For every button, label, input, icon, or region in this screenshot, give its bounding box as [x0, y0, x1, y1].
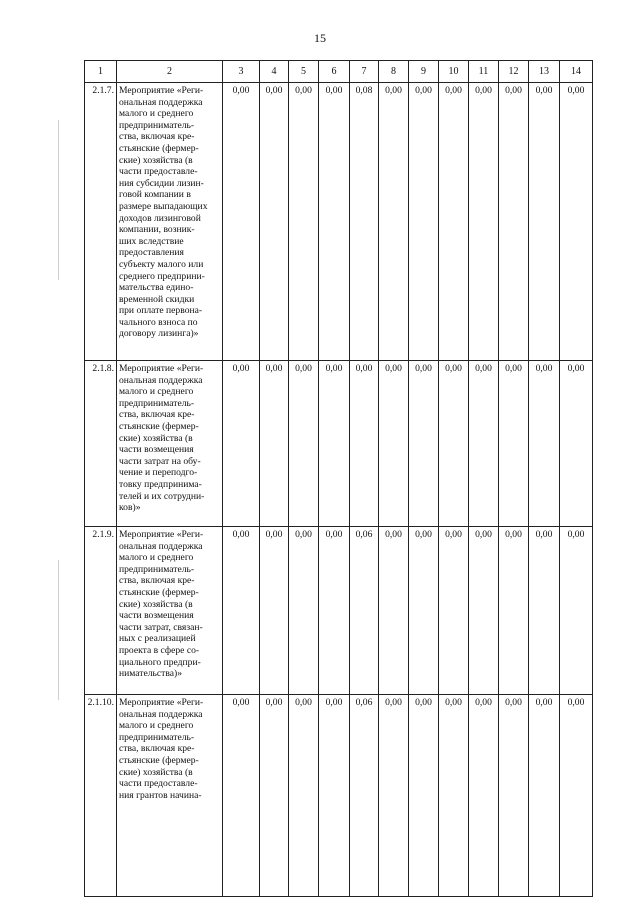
value-cell: 0,00 [223, 83, 260, 361]
header-row [85, 61, 593, 83]
scan-edge-mark [58, 560, 59, 700]
value-cell: 0,00 [409, 695, 439, 897]
value-cell: 0,06 [350, 527, 379, 695]
table-row [85, 527, 593, 695]
value-cell: 0,00 [223, 695, 260, 897]
value-cell: 0,00 [223, 361, 260, 527]
value-cell: 0,00 [409, 83, 439, 361]
row-number: 2.1.9. [85, 527, 117, 695]
header-cell: 6 [319, 61, 350, 83]
value-cell: 0,00 [379, 695, 409, 897]
value-cell: 0,00 [529, 361, 560, 527]
table-row [85, 83, 593, 361]
value-cell: 0,00 [439, 527, 469, 695]
value-cell: 0,00 [529, 695, 560, 897]
header-cell: 4 [260, 61, 289, 83]
value-cell: 0,06 [350, 695, 379, 897]
row-number: 2.1.8. [85, 361, 117, 527]
value-cell: 0,00 [289, 527, 319, 695]
value-cell: 0,00 [260, 695, 289, 897]
table-row [85, 361, 593, 527]
row-description: Мероприятие «Реги- ональная поддержка малого и среднего предприниматель- ства, включая кре- стьянские (фермер- ские) хозяйства (в части возмещения части затрат на обу- чение и переподго- товку предпринима- телей и их сотрудни- ков)» [117, 361, 223, 527]
data-table [84, 60, 593, 897]
value-cell: 0,00 [469, 361, 499, 527]
value-cell: 0,00 [319, 83, 350, 361]
value-cell: 0,00 [260, 361, 289, 527]
row-description: Мероприятие «Реги- ональная поддержка малого и среднего предприниматель- ства, включая кре- стьянские (фермер- ские) хозяйства (в части предоставле- ния грантов начина- [117, 695, 223, 897]
value-cell: 0,00 [499, 83, 529, 361]
value-cell: 0,00 [499, 695, 529, 897]
header-cell: 1 [85, 61, 117, 83]
row-description: Мероприятие «Реги- ональная поддержка малого и среднего предприниматель- ства, включая кре- стьянские (фермер- ские) хозяйства (в части возмещения части затрат, связан- ных с реализацией проекта в сфере со- циального предпри- нимательства)» [117, 527, 223, 695]
value-cell: 0,00 [560, 695, 593, 897]
value-cell: 0,00 [379, 83, 409, 361]
header-cell: 10 [439, 61, 469, 83]
value-cell: 0,00 [439, 695, 469, 897]
value-cell: 0,00 [319, 527, 350, 695]
value-cell: 0,00 [560, 361, 593, 527]
row-number: 2.1.10. [85, 695, 117, 897]
table-row [85, 695, 593, 897]
value-cell: 0,00 [439, 83, 469, 361]
value-cell: 0,00 [439, 361, 469, 527]
value-cell: 0,00 [469, 527, 499, 695]
value-cell: 0,00 [469, 695, 499, 897]
value-cell: 0,00 [499, 527, 529, 695]
header-cell: 5 [289, 61, 319, 83]
row-description: Мероприятие «Реги- ональная поддержка малого и среднего предприниматель- ства, включая кре- стьянские (фермер- ские) хозяйства (в части предоставле- ния субсидии лизин- говой компании в размере выпадающих доходов лизинговой компании, возник- ших вследствие предоставления субъекту малого или среднего предприни- мательства едино- временной скидки при оплате первона- чального взноса по договору лизинга)» [117, 83, 223, 361]
value-cell: 0,00 [260, 83, 289, 361]
header-cell: 8 [379, 61, 409, 83]
value-cell: 0,00 [319, 695, 350, 897]
scan-edge-mark [58, 120, 59, 280]
value-cell: 0,00 [529, 527, 560, 695]
value-cell: 0,00 [319, 361, 350, 527]
value-cell: 0,00 [289, 361, 319, 527]
value-cell: 0,00 [379, 361, 409, 527]
value-cell: 0,00 [350, 361, 379, 527]
value-cell: 0,00 [469, 83, 499, 361]
row-number: 2.1.7. [85, 83, 117, 361]
value-cell: 0,00 [560, 527, 593, 695]
value-cell: 0,00 [409, 361, 439, 527]
value-cell: 0,00 [529, 83, 560, 361]
header-cell: 9 [409, 61, 439, 83]
value-cell: 0,00 [260, 527, 289, 695]
value-cell: 0,00 [409, 527, 439, 695]
value-cell: 0,00 [289, 83, 319, 361]
header-cell: 11 [469, 61, 499, 83]
header-cell: 3 [223, 61, 260, 83]
value-cell: 0,00 [499, 361, 529, 527]
header-cell: 12 [499, 61, 529, 83]
value-cell: 0,00 [289, 695, 319, 897]
value-cell: 0,08 [350, 83, 379, 361]
value-cell: 0,00 [560, 83, 593, 361]
value-cell: 0,00 [379, 527, 409, 695]
header-cell: 13 [529, 61, 560, 83]
page-number: 15 [314, 31, 326, 45]
header-cell: 14 [560, 61, 593, 83]
header-cell: 2 [117, 61, 223, 83]
header-cell: 7 [350, 61, 379, 83]
value-cell: 0,00 [223, 527, 260, 695]
